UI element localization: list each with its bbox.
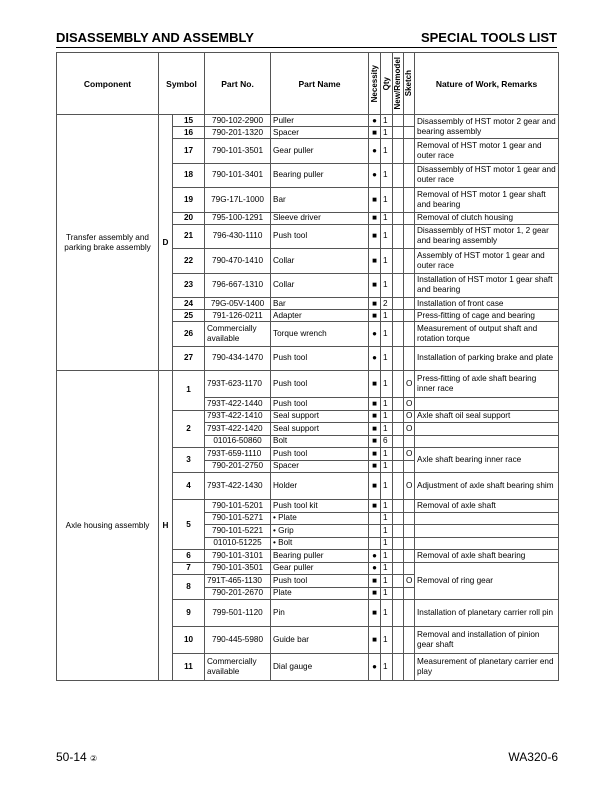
sketch: O — [404, 423, 415, 436]
part-name: Push tool — [271, 448, 369, 461]
sketch — [404, 249, 415, 274]
part-number: 799-501-1120 — [205, 600, 271, 627]
page-header — [56, 30, 557, 48]
col-necessity: Necessity — [369, 53, 381, 115]
symbol-number: 27 — [173, 346, 205, 371]
symbol-number: 18 — [173, 163, 205, 188]
necessity-cell — [369, 500, 381, 513]
new-remodel — [393, 525, 404, 538]
symbol-number: 5 — [173, 500, 205, 550]
symbol-number: 6 — [173, 550, 205, 563]
new-remodel — [393, 249, 404, 274]
remarks: Removal of axle shaft — [415, 500, 559, 513]
new-remodel — [393, 500, 404, 513]
square-icon: ■ — [372, 481, 377, 490]
remarks: Installation of parking brake and plate — [415, 346, 559, 371]
part-number: 790-101-5221 — [205, 525, 271, 538]
qty: 1 — [381, 139, 393, 164]
new-remodel — [393, 600, 404, 627]
symbol-number: 25 — [173, 310, 205, 322]
qty: 1 — [381, 322, 393, 347]
qty: 1 — [381, 448, 393, 461]
qty: 1 — [381, 249, 393, 274]
remarks: Installation of front case — [415, 298, 559, 310]
necessity-cell — [369, 575, 381, 588]
col-part-name: Part Name — [271, 53, 369, 115]
part-name: Spacer — [271, 127, 369, 139]
sketch — [404, 525, 415, 538]
symbol-letter: D — [159, 115, 173, 371]
part-name: Adapter — [271, 310, 369, 322]
square-icon: ■ — [372, 588, 377, 598]
symbol-number: 22 — [173, 249, 205, 274]
qty: 1 — [381, 600, 393, 627]
part-number: Commercially available — [205, 322, 271, 347]
part-number: 793T-422-1410 — [205, 410, 271, 423]
part-name: Spacer — [271, 460, 369, 473]
square-icon: ■ — [372, 298, 377, 308]
qty: 1 — [381, 627, 393, 654]
part-number: 790-101-5271 — [205, 512, 271, 525]
necessity-cell — [369, 627, 381, 654]
col-component: Component — [57, 53, 159, 115]
part-number: 79G-05V-1400 — [205, 298, 271, 310]
sketch — [404, 600, 415, 627]
part-number: 790-101-3501 — [205, 562, 271, 575]
qty: 1 — [381, 654, 393, 681]
footer-page — [56, 750, 97, 764]
remarks — [415, 435, 559, 448]
sketch — [404, 273, 415, 298]
sketch — [404, 224, 415, 249]
part-name: Dial gauge — [271, 654, 369, 681]
sketch: O — [404, 575, 415, 588]
symbol-number: 21 — [173, 224, 205, 249]
necessity-cell — [369, 435, 381, 448]
square-icon: ■ — [372, 448, 377, 458]
square-icon: ■ — [372, 231, 377, 241]
necessity-cell — [369, 562, 381, 575]
part-number: 790-470-1410 — [205, 249, 271, 274]
part-number: 790-434-1470 — [205, 346, 271, 371]
square-icon: ■ — [372, 310, 377, 320]
remarks — [415, 423, 559, 436]
table-header-row — [57, 53, 559, 115]
page-number: 50-14 — [56, 750, 87, 764]
table-row — [57, 371, 559, 398]
new-remodel — [393, 448, 404, 461]
square-icon: ■ — [372, 213, 377, 222]
square-icon: ■ — [372, 379, 377, 388]
remarks: Adjustment of axle shaft bearing shim — [415, 473, 559, 500]
new-remodel — [393, 322, 404, 347]
part-name: Bolt — [271, 435, 369, 448]
circle-icon: ● — [372, 353, 377, 363]
necessity-cell — [369, 310, 381, 322]
col-part-no: Part No. — [205, 53, 271, 115]
sketch — [404, 115, 415, 127]
necessity-cell — [369, 525, 381, 538]
page-subject: SPECIAL TOOLS LIST — [420, 30, 557, 45]
col-remarks: Nature of Work, Remarks — [415, 53, 559, 115]
necessity-cell — [369, 512, 381, 525]
sketch — [404, 512, 415, 525]
remarks: Installation of HST motor 1 gear shaft and bearing — [415, 273, 559, 298]
qty: 1 — [381, 500, 393, 513]
sketch — [404, 500, 415, 513]
square-icon: ■ — [372, 461, 377, 471]
sketch: O — [404, 448, 415, 461]
new-remodel — [393, 212, 404, 224]
square-icon: ■ — [372, 194, 377, 204]
part-name: Push tool — [271, 371, 369, 398]
circle-icon: ● — [372, 662, 377, 671]
square-icon: ■ — [372, 127, 377, 137]
part-name: Gear puller — [271, 139, 369, 164]
sketch — [404, 587, 415, 600]
remarks — [415, 512, 559, 525]
symbol-letter: H — [159, 371, 173, 681]
necessity-cell — [369, 537, 381, 550]
sketch — [404, 322, 415, 347]
qty: 1 — [381, 371, 393, 398]
col-sketch: Sketch — [404, 53, 415, 115]
qty: 1 — [381, 550, 393, 563]
section-title: DISASSEMBLY AND ASSEMBLY — [56, 30, 254, 45]
necessity-cell — [369, 398, 381, 411]
circle-icon: ● — [372, 170, 377, 180]
square-icon: ■ — [372, 608, 377, 617]
part-number: 791T-465-1130 — [205, 575, 271, 588]
qty: 1 — [381, 423, 393, 436]
qty: 1 — [381, 537, 393, 550]
special-tools-table — [56, 52, 559, 681]
qty: 1 — [381, 273, 393, 298]
remarks: Removal of ring gear — [415, 562, 559, 600]
sketch — [404, 537, 415, 550]
necessity-cell — [369, 410, 381, 423]
sketch — [404, 163, 415, 188]
part-number: 790-201-2750 — [205, 460, 271, 473]
part-name: • Plate — [271, 512, 369, 525]
remarks: Removal of HST motor 1 gear and outer race — [415, 139, 559, 164]
symbol-number: 11 — [173, 654, 205, 681]
necessity-cell — [369, 273, 381, 298]
part-name: Bar — [271, 188, 369, 213]
symbol-number: 10 — [173, 627, 205, 654]
symbol-number: 9 — [173, 600, 205, 627]
part-number: 01010-51225 — [205, 537, 271, 550]
part-name: Seal support — [271, 410, 369, 423]
new-remodel — [393, 273, 404, 298]
sketch — [404, 346, 415, 371]
necessity-cell — [369, 224, 381, 249]
part-name: Puller — [271, 115, 369, 127]
sketch — [404, 298, 415, 310]
sketch — [404, 654, 415, 681]
new-remodel — [393, 460, 404, 473]
necessity-cell — [369, 163, 381, 188]
part-number: 790-102-2900 — [205, 115, 271, 127]
new-remodel — [393, 298, 404, 310]
component-cell: Transfer assembly and parking brake assembly — [57, 115, 159, 371]
sketch — [404, 188, 415, 213]
square-icon: ■ — [372, 411, 377, 421]
circle-icon: ● — [372, 328, 377, 338]
qty: 1 — [381, 398, 393, 411]
sketch — [404, 627, 415, 654]
square-icon: ■ — [372, 500, 377, 510]
circle-icon: ● — [372, 563, 377, 573]
remarks: Measurement of output shaft and rotation torque — [415, 322, 559, 347]
necessity-cell — [369, 550, 381, 563]
symbol-number: 15 — [173, 115, 205, 127]
qty: 1 — [381, 212, 393, 224]
new-remodel — [393, 310, 404, 322]
part-name: • Grip — [271, 525, 369, 538]
part-name: Push tool — [271, 346, 369, 371]
new-remodel — [393, 346, 404, 371]
symbol-number: 2 — [173, 410, 205, 448]
part-name: Collar — [271, 249, 369, 274]
sketch: O — [404, 410, 415, 423]
necessity-cell — [369, 346, 381, 371]
sketch — [404, 139, 415, 164]
qty: 1 — [381, 224, 393, 249]
square-icon: ■ — [372, 635, 377, 644]
component-cell: Axle housing assembly — [57, 371, 159, 681]
qty: 6 — [381, 435, 393, 448]
part-number: 793T-623-1170 — [205, 371, 271, 398]
necessity-cell — [369, 249, 381, 274]
part-name: Bearing puller — [271, 163, 369, 188]
remarks: Disassembly of HST motor 2 gear and bearing assembly — [415, 115, 559, 139]
new-remodel — [393, 127, 404, 139]
part-number: 790-445-5980 — [205, 627, 271, 654]
necessity-cell — [369, 423, 381, 436]
sketch — [404, 310, 415, 322]
necessity-cell — [369, 115, 381, 127]
part-number: 793T-422-1420 — [205, 423, 271, 436]
part-number: Commercially available — [205, 654, 271, 681]
qty: 1 — [381, 410, 393, 423]
remarks — [415, 398, 559, 411]
table-row — [57, 115, 559, 127]
qty: 1 — [381, 163, 393, 188]
part-name: Bar — [271, 298, 369, 310]
qty: 1 — [381, 346, 393, 371]
part-number: 796-430-1110 — [205, 224, 271, 249]
part-number: 790-101-3501 — [205, 139, 271, 164]
new-remodel — [393, 423, 404, 436]
part-name: Seal support — [271, 423, 369, 436]
qty: 1 — [381, 562, 393, 575]
part-name: Torque wrench — [271, 322, 369, 347]
new-remodel — [393, 562, 404, 575]
part-number: 793T-422-1440 — [205, 398, 271, 411]
symbol-number: 19 — [173, 188, 205, 213]
necessity-cell — [369, 139, 381, 164]
remarks — [415, 525, 559, 538]
part-number: 796-667-1310 — [205, 273, 271, 298]
part-number: 793T-659-1110 — [205, 448, 271, 461]
symbol-number: 20 — [173, 212, 205, 224]
sketch: O — [404, 398, 415, 411]
necessity-cell — [369, 322, 381, 347]
footer-model: WA320-6 — [508, 750, 558, 764]
necessity-cell — [369, 654, 381, 681]
new-remodel — [393, 654, 404, 681]
part-name: Gear puller — [271, 562, 369, 575]
necessity-cell — [369, 298, 381, 310]
square-icon: ■ — [372, 280, 377, 290]
necessity-cell — [369, 460, 381, 473]
qty: 1 — [381, 473, 393, 500]
necessity-cell — [369, 212, 381, 224]
new-remodel — [393, 224, 404, 249]
remarks: Axle shaft bearing inner race — [415, 448, 559, 473]
sketch — [404, 127, 415, 139]
new-remodel — [393, 410, 404, 423]
part-name: Holder — [271, 473, 369, 500]
col-qty: Qty — [381, 53, 393, 115]
part-name: Plate — [271, 587, 369, 600]
circle-icon: ● — [372, 115, 377, 125]
part-name: Pin — [271, 600, 369, 627]
sketch — [404, 435, 415, 448]
part-name: Push tool — [271, 575, 369, 588]
new-remodel — [393, 115, 404, 127]
qty: 2 — [381, 298, 393, 310]
part-name: Sleeve driver — [271, 212, 369, 224]
part-name: Push tool kit — [271, 500, 369, 513]
qty: 1 — [381, 188, 393, 213]
remarks: Press-fitting of axle shaft bearing inner race — [415, 371, 559, 398]
part-number: 790-101-3101 — [205, 550, 271, 563]
symbol-number: 4 — [173, 473, 205, 500]
remarks — [415, 537, 559, 550]
symbol-number: 26 — [173, 322, 205, 347]
part-number: 795-100-1291 — [205, 212, 271, 224]
sketch — [404, 562, 415, 575]
sketch — [404, 212, 415, 224]
qty: 1 — [381, 115, 393, 127]
part-number: 790-101-5201 — [205, 500, 271, 513]
new-remodel — [393, 627, 404, 654]
part-number: 79G-17L-1000 — [205, 188, 271, 213]
new-remodel — [393, 587, 404, 600]
new-remodel — [393, 473, 404, 500]
square-icon: ■ — [372, 423, 377, 433]
new-remodel — [393, 550, 404, 563]
symbol-number: 24 — [173, 298, 205, 310]
remarks: Removal of HST motor 1 gear shaft and bearing — [415, 188, 559, 213]
circle-icon: ● — [372, 550, 377, 560]
col-new-remodel: New/Remodel — [393, 53, 404, 115]
necessity-cell — [369, 600, 381, 627]
symbol-number: 16 — [173, 127, 205, 139]
new-remodel — [393, 435, 404, 448]
new-remodel — [393, 537, 404, 550]
new-remodel — [393, 188, 404, 213]
square-icon: ■ — [372, 398, 377, 408]
remarks: Removal of clutch housing — [415, 212, 559, 224]
qty: 1 — [381, 460, 393, 473]
qty: 1 — [381, 575, 393, 588]
qty: 1 — [381, 525, 393, 538]
symbol-number: 23 — [173, 273, 205, 298]
remarks: Removal and installation of pinion gear shaft — [415, 627, 559, 654]
necessity-cell — [369, 188, 381, 213]
part-number: 790-101-3401 — [205, 163, 271, 188]
remarks: Assembly of HST motor 1 gear and outer race — [415, 249, 559, 274]
circle-icon: ● — [372, 145, 377, 155]
remarks: Disassembly of HST motor 1 gear and outer race — [415, 163, 559, 188]
sketch: O — [404, 473, 415, 500]
qty: 1 — [381, 127, 393, 139]
part-name: Guide bar — [271, 627, 369, 654]
symbol-number: 3 — [173, 448, 205, 473]
new-remodel — [393, 139, 404, 164]
necessity-cell — [369, 587, 381, 600]
remarks: Press-fitting of cage and bearing — [415, 310, 559, 322]
qty: 1 — [381, 310, 393, 322]
remarks: Axle shaft oil seal support — [415, 410, 559, 423]
qty: 1 — [381, 512, 393, 525]
part-number: 793T-422-1430 — [205, 473, 271, 500]
new-remodel — [393, 371, 404, 398]
new-remodel — [393, 398, 404, 411]
part-name: Bearing puller — [271, 550, 369, 563]
part-number: 791-126-0211 — [205, 310, 271, 322]
part-name: • Bolt — [271, 537, 369, 550]
square-icon: ■ — [372, 436, 377, 446]
part-name: Push tool — [271, 224, 369, 249]
remarks: Disassembly of HST motor 1, 2 gear and bearing assembly — [415, 224, 559, 249]
part-number: 01016-50860 — [205, 435, 271, 448]
new-remodel — [393, 512, 404, 525]
remarks: Installation of planetary carrier roll pin — [415, 600, 559, 627]
part-name: Push tool — [271, 398, 369, 411]
necessity-cell — [369, 371, 381, 398]
part-name: Collar — [271, 273, 369, 298]
remarks: Measurement of planetary carrier end play — [415, 654, 559, 681]
necessity-cell — [369, 448, 381, 461]
symbol-number: 8 — [173, 575, 205, 600]
new-remodel — [393, 575, 404, 588]
symbol-number: 17 — [173, 139, 205, 164]
sketch: O — [404, 371, 415, 398]
part-number: 790-201-2670 — [205, 587, 271, 600]
sketch — [404, 550, 415, 563]
necessity-cell — [369, 473, 381, 500]
symbol-number: 7 — [173, 562, 205, 575]
col-symbol: Symbol — [159, 53, 205, 115]
necessity-cell — [369, 127, 381, 139]
symbol-number: 1 — [173, 371, 205, 411]
remarks: Removal of axle shaft bearing — [415, 550, 559, 563]
qty: 1 — [381, 587, 393, 600]
sketch — [404, 460, 415, 473]
square-icon: ■ — [372, 255, 377, 265]
square-icon: ■ — [372, 575, 377, 585]
part-number: 790-201-1320 — [205, 127, 271, 139]
new-remodel — [393, 163, 404, 188]
revision-mark: ② — [90, 754, 98, 763]
